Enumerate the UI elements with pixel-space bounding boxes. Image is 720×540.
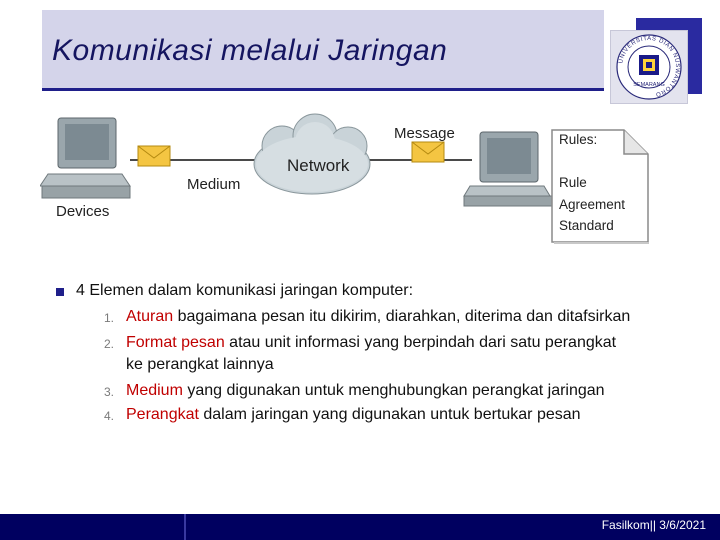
title-underline	[42, 88, 604, 91]
slide-title: Komunikasi melalui Jaringan	[52, 34, 448, 67]
envelope-right-icon	[412, 142, 444, 162]
computer-right-icon	[464, 132, 552, 206]
message-label: Message	[394, 125, 455, 142]
rules-item-agreement: Agreement	[559, 197, 626, 212]
university-logo	[610, 30, 688, 104]
envelope-left-icon	[138, 146, 170, 166]
devices-label: Devices	[56, 203, 110, 220]
rules-item-rule: Rule	[559, 175, 587, 190]
logo-city-text: SEMARANG	[633, 82, 665, 88]
logo-ring-text: UNIVERSITAS DIAN NUSWANTORO	[618, 35, 681, 98]
rules-item-standard: Standard	[559, 218, 614, 233]
computer-left-icon	[40, 118, 130, 198]
footer-separator	[184, 514, 186, 540]
medium-label: Medium	[187, 176, 241, 193]
main-bullet-text: 4 Elemen dalam komunikasi jaringan komputer:	[76, 282, 414, 299]
network-cloud-icon	[254, 114, 370, 194]
network-label: Network	[287, 156, 350, 175]
footer-text: Fasilkom|| 3/6/2021	[601, 518, 706, 532]
square-bullet-icon	[56, 288, 64, 296]
rules-heading: Rules:	[559, 132, 598, 147]
